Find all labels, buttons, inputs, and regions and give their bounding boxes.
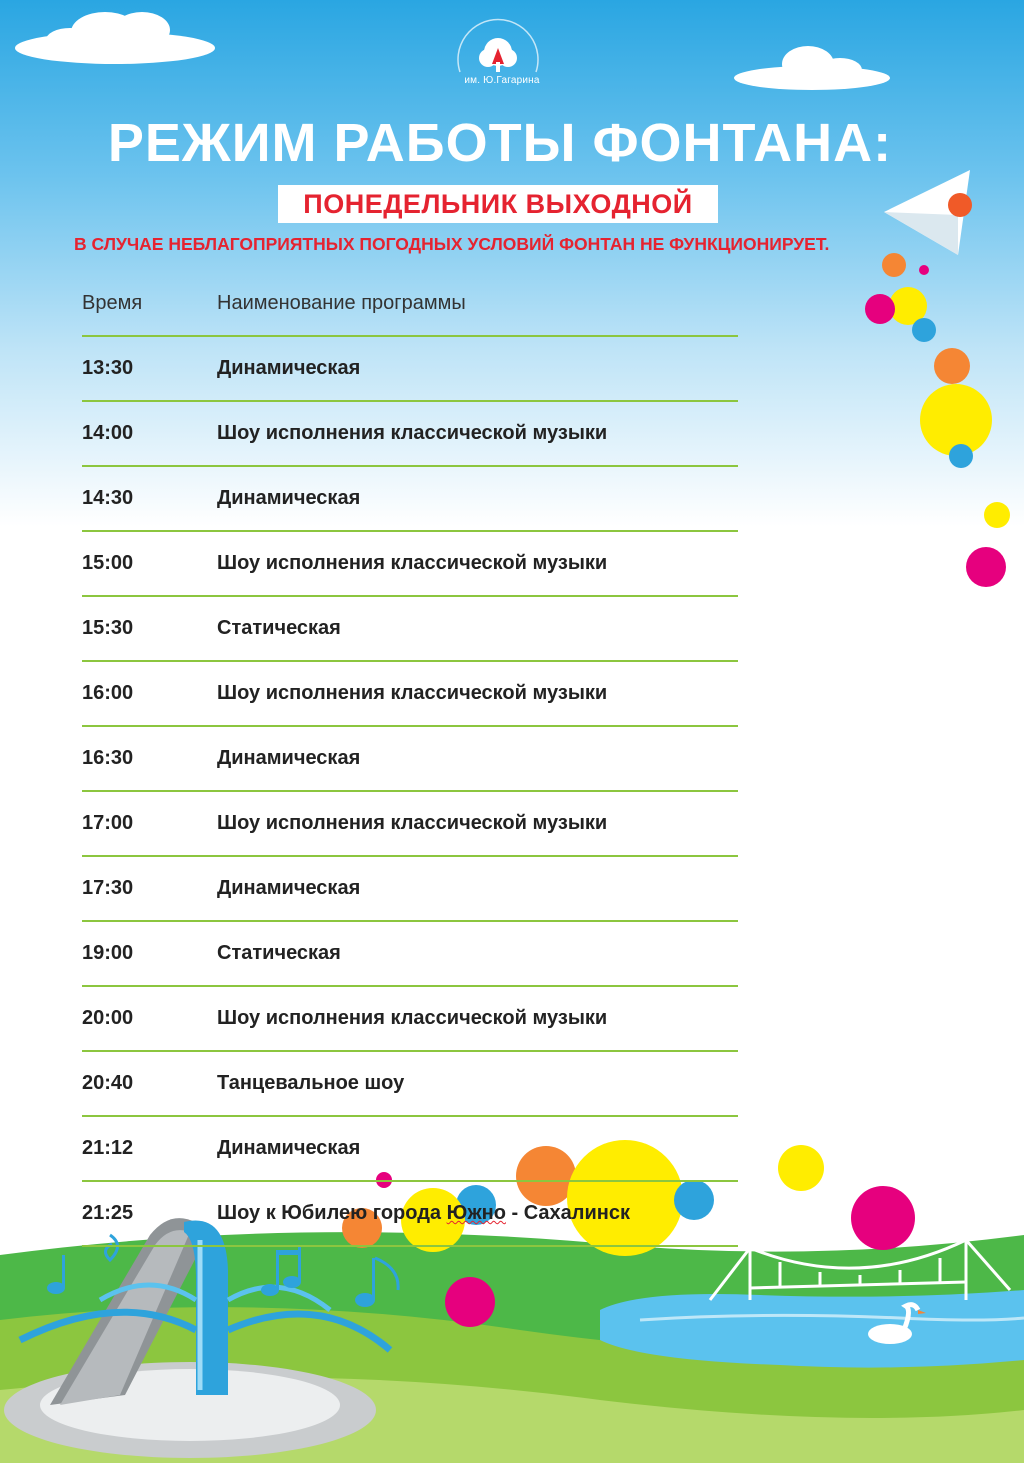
- table-row: [82, 337, 738, 402]
- weather-notice: В СЛУЧАЕ НЕБЛАГОПРИЯТНЫХ ПОГОДНЫХ УСЛОВИЙ ФОНТАН НЕ ФУНКЦИОНИРУЕТ.: [74, 234, 830, 254]
- table-row: [82, 597, 738, 662]
- row-time: 14:00: [82, 422, 134, 444]
- row-program: Статическая: [217, 617, 341, 639]
- row-program: Динамическая: [217, 877, 361, 899]
- table-row: [82, 922, 738, 987]
- row-program: Шоу исполнения классической музыки: [217, 552, 608, 574]
- row-program: Динамическая: [217, 487, 361, 509]
- program-part-underlined: Южно: [446, 1202, 506, 1224]
- table-row: [82, 792, 738, 857]
- row-time: 16:00: [82, 682, 134, 704]
- row-time: 15:00: [82, 552, 134, 574]
- row-time: 14:30: [82, 487, 134, 509]
- table-row: [82, 467, 738, 532]
- header-time: Время: [82, 292, 143, 314]
- row-time: 19:00: [82, 942, 134, 964]
- row-program: Статическая: [217, 942, 341, 964]
- row-program: [217, 1202, 738, 1225]
- row-program: Динамическая: [217, 1137, 361, 1159]
- closed-day-badge: ПОНЕДЕЛЬНИК ВЫХОДНОЙ: [278, 185, 718, 223]
- row-time: 21:12: [82, 1137, 134, 1159]
- table-header: [82, 272, 738, 337]
- row-program: Шоу исполнения классической музыки: [217, 682, 608, 704]
- row-program: Шоу исполнения классической музыки: [217, 1007, 608, 1029]
- table-row: [82, 402, 738, 467]
- row-time: 16:30: [82, 747, 134, 769]
- table-row: [82, 1182, 738, 1247]
- row-time: 17:30: [82, 877, 134, 899]
- table-row: [82, 532, 738, 597]
- row-program: Динамическая: [217, 747, 361, 769]
- row-program: Шоу исполнения классической музыки: [217, 812, 608, 834]
- lake: [600, 1290, 1024, 1368]
- row-program: Танцевальное шоу: [217, 1072, 405, 1094]
- program-part: - Сахалинск: [505, 1202, 631, 1224]
- table-row: [82, 662, 738, 727]
- row-program: Динамическая: [217, 357, 361, 379]
- page-title: РЕЖИМ РАБОТЫ ФОНТАНА:: [107, 113, 893, 173]
- table-row: [82, 857, 738, 922]
- row-time: 17:00: [82, 812, 134, 834]
- logo-name: им. Ю.Гагарина: [464, 75, 540, 86]
- table-row: [82, 727, 738, 792]
- program-part: Шоу к Юбилею города: [217, 1202, 447, 1224]
- row-program: Шоу исполнения классической музыки: [217, 422, 608, 444]
- table-row: [82, 1052, 738, 1117]
- table-row: [82, 1117, 738, 1182]
- row-time: 20:40: [82, 1072, 134, 1094]
- row-time: 15:30: [82, 617, 134, 639]
- row-time: 20:00: [82, 1007, 134, 1029]
- row-time: 13:30: [82, 357, 134, 379]
- header-program: Наименование программы: [217, 292, 466, 314]
- table-row: [82, 987, 738, 1052]
- schedule-table: [82, 272, 738, 1247]
- row-time: 21:25: [82, 1202, 134, 1224]
